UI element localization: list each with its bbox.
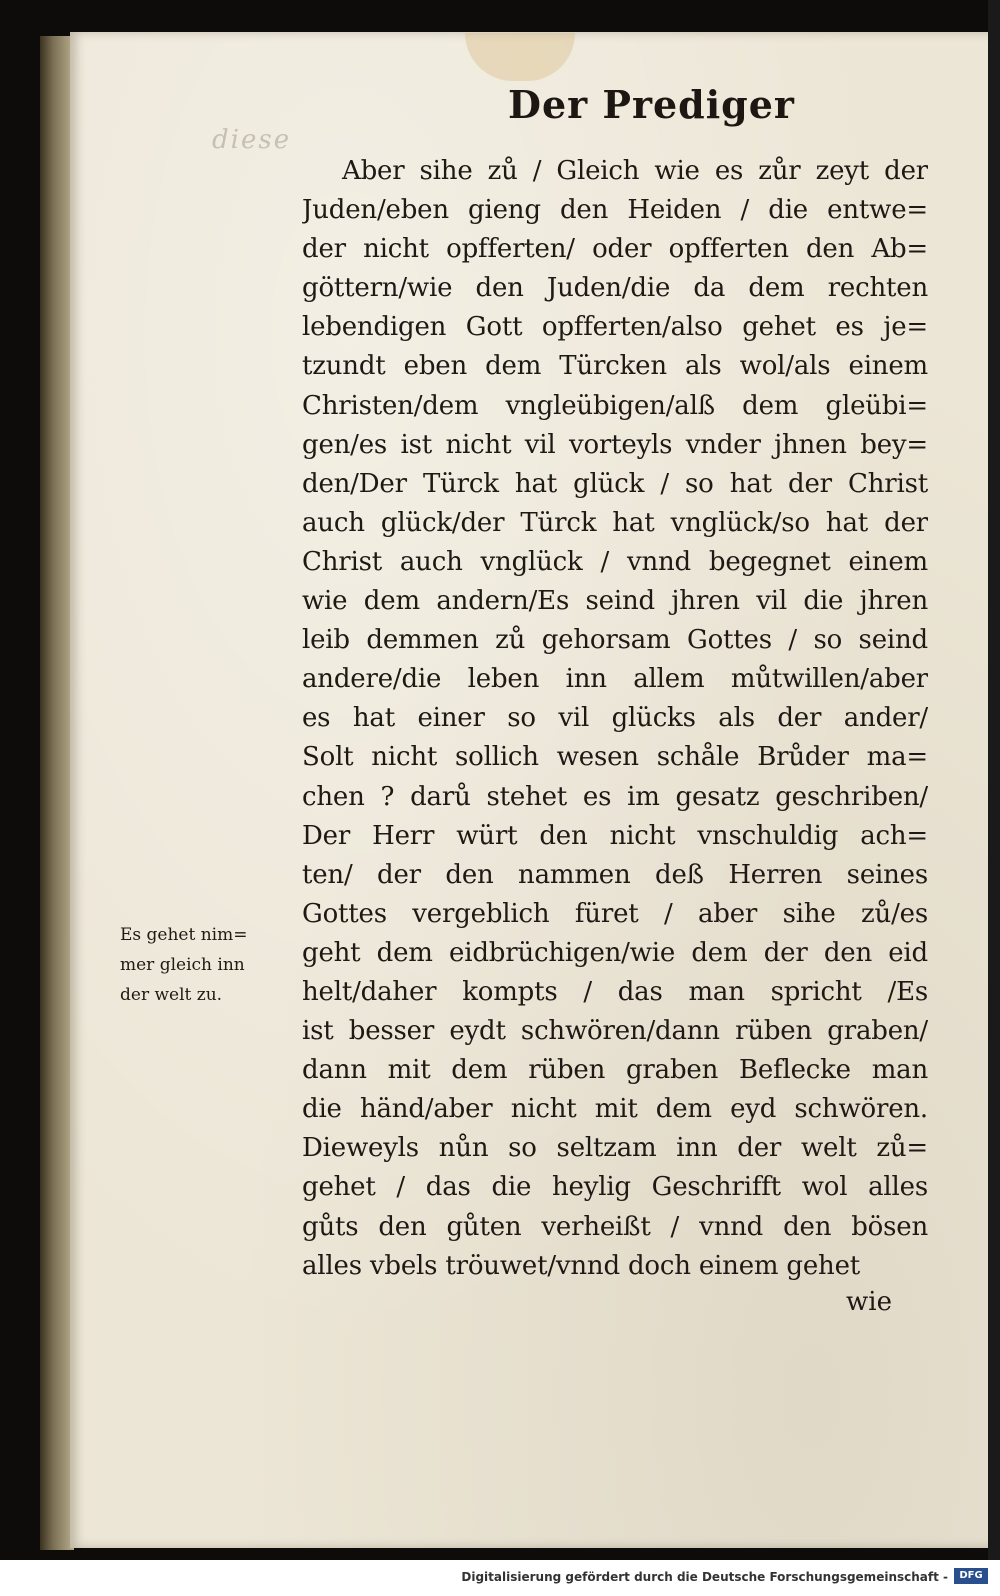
text-line: Aber sihe zů / Gleich wie es zůr zeyt der	[342, 156, 928, 186]
marginal-note-line: der welt zu.	[120, 985, 223, 1005]
text-line: göttern/wie den Juden/die da dem rechten	[302, 273, 928, 304]
text-line: Solt nicht sollich wesen schåle Brůder ma=	[302, 742, 928, 773]
footer-bar	[0, 1560, 1000, 1596]
text-line: chen ? darů stehet es im gesatz geschriben/	[302, 781, 928, 812]
text-line: Christ auch vnglück / vnnd begegnet einem	[302, 546, 928, 577]
text-line: gůts den gůten verheißt / vnnd den bösen	[302, 1211, 928, 1242]
text-line: die händ/aber nicht mit dem eyd schwören.	[302, 1094, 928, 1125]
funding-credit: Digitalisierung gefördert durch die Deutsche Forschungsgemeinschaft -	[461, 1570, 948, 1584]
text-line: leib demmen zů gehorsam Gottes / so seind	[302, 625, 928, 656]
text-line: gen/es ist nicht vil vorteyls vnder jhnen bey=	[302, 429, 928, 460]
text-line: lebendigen Gott opfferten/also gehet es je=	[302, 312, 928, 343]
text-line: geht dem eidbrüchigen/wie dem der den eid	[302, 937, 928, 968]
text-line: den/Der Türck hat glück / so hat der Christ	[302, 468, 928, 499]
bleed-through-text: diese	[212, 125, 292, 155]
text-line: tzundt eben dem Türcken als wol/als einem	[302, 351, 928, 382]
body-text	[302, 152, 928, 1286]
text-line: gehet / das die heylig Geschrifft wol alles	[302, 1172, 928, 1203]
catchword: wie	[846, 1287, 892, 1317]
text-line: dann mit dem rüben graben Beflecke man	[302, 1055, 928, 1086]
text-line: Gottes vergeblich füret / aber sihe zů/es	[302, 898, 928, 929]
text-line: alles vbels tröuwet/vnnd doch einem gehet	[302, 1250, 861, 1281]
text-line: auch glück/der Türck hat vnglück/so hat der	[302, 507, 928, 538]
text-line: der nicht opfferten/ oder opfferten den Ab=	[302, 234, 928, 265]
text-line: andere/die leben inn allem můtwillen/aber	[302, 664, 928, 695]
text-line: wie dem andern/Es seind jhren vil die jhren	[302, 586, 928, 617]
text-line: Dieweyls nůn so seltzam inn der welt zů=	[302, 1133, 928, 1164]
text-line: Der Herr würt den nicht vnschuldig ach=	[302, 820, 928, 851]
text-line: ten/ der den nammen deß Herren seines	[302, 859, 928, 890]
marginal-note-line: mer gleich inn	[120, 955, 245, 975]
text-line: Juden/eben gieng den Heiden / die entwe=	[302, 195, 928, 226]
marginal-note-line: Es gehet nim=	[120, 925, 248, 945]
text-line: ist besser eydt schwören/dann rüben graben/	[302, 1016, 928, 1047]
text-line: es hat einer so vil glücks als der ander/	[302, 703, 928, 734]
marginal-note	[120, 920, 295, 1010]
dfg-logo-icon: DFG	[954, 1568, 988, 1584]
page-stack-edge	[40, 36, 74, 1550]
running-head: Der Prediger	[508, 82, 795, 127]
text-line: Christen/dem vngleübigen/alß dem gleübi=	[302, 390, 928, 421]
right-scan-edge	[988, 0, 1000, 1560]
text-line: helt/daher kompts / das man spricht /Es	[302, 976, 928, 1007]
